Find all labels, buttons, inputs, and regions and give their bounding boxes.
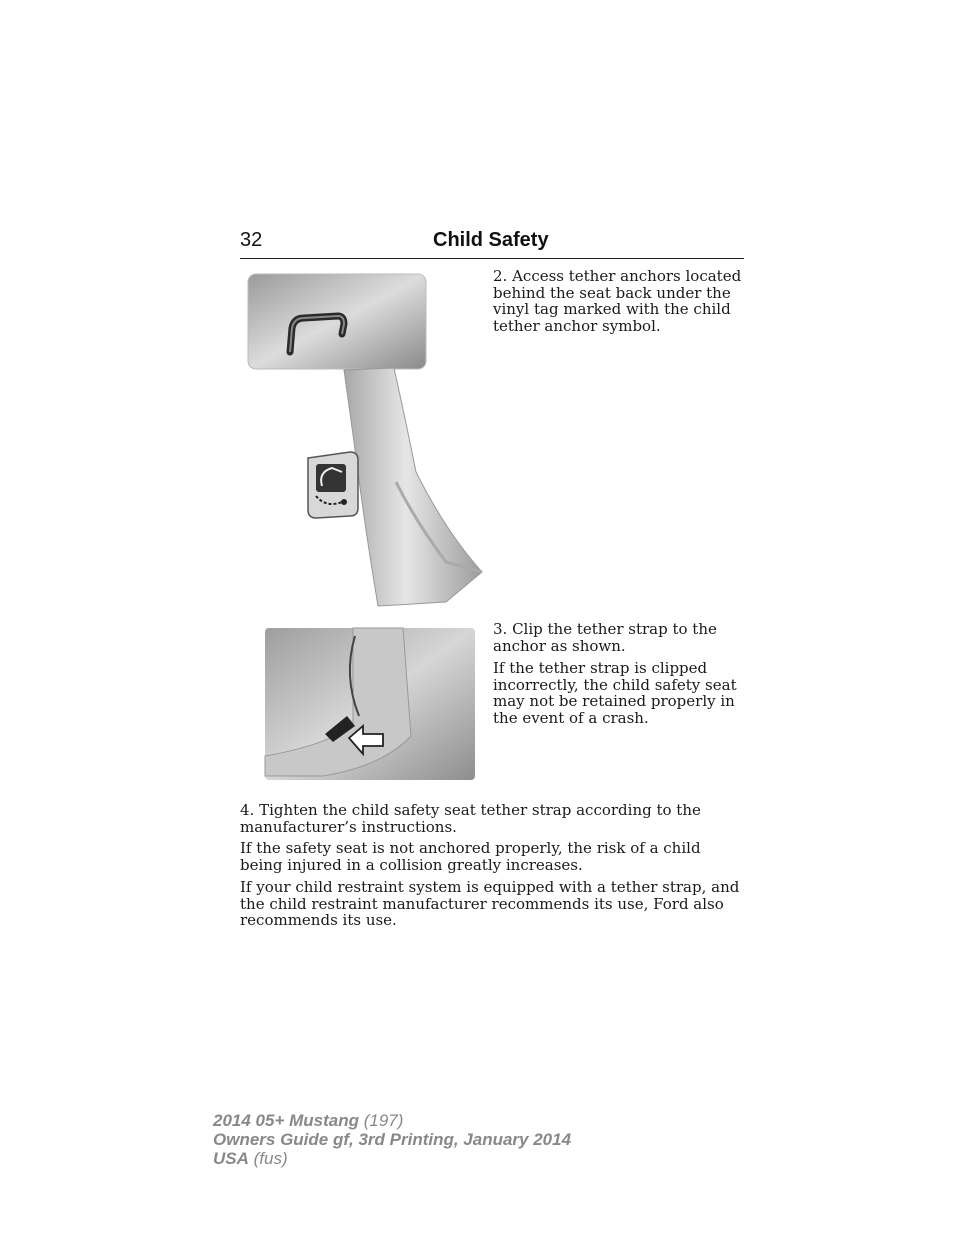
footer-line-3: USA (fus)	[213, 1149, 288, 1168]
header-rule	[240, 258, 744, 259]
tether-recommendation-note: If your child restraint system is equipped with a tether strap, and the child restraint manufacturer recommends its use, Ford also recommends its use.	[240, 878, 740, 930]
footer-line-2: Owners Guide gf, 3rd Printing, January 2014	[213, 1130, 572, 1149]
step-3-text: 3. Clip the tether strap to the anchor as shown.	[493, 620, 717, 655]
footer-line-1: 2014 05+ Mustang (197)	[213, 1111, 404, 1130]
step-4-text: 4. Tighten the child safety seat tether strap according to the manufacturer’s instructions.	[240, 801, 701, 836]
page-number: 32	[240, 229, 263, 251]
step-3-warning-text: If the tether strap is clipped incorrectly, the child safety seat may not be retained properly in the event of a crash.	[493, 659, 737, 727]
section-title: Child Safety	[433, 229, 549, 251]
anchoring-note: If the safety seat is not anchored properly, the risk of a child being injured in a collision greatly increases.	[240, 839, 701, 874]
tether-clip-illustration	[263, 626, 477, 782]
step-2-text: 2. Access tether anchors located behind the seat back under the vinyl tag marked with the child tether anchor symbol.	[493, 267, 742, 335]
footer	[213, 1111, 571, 1168]
tether-anchor-location-illustration	[246, 272, 484, 608]
